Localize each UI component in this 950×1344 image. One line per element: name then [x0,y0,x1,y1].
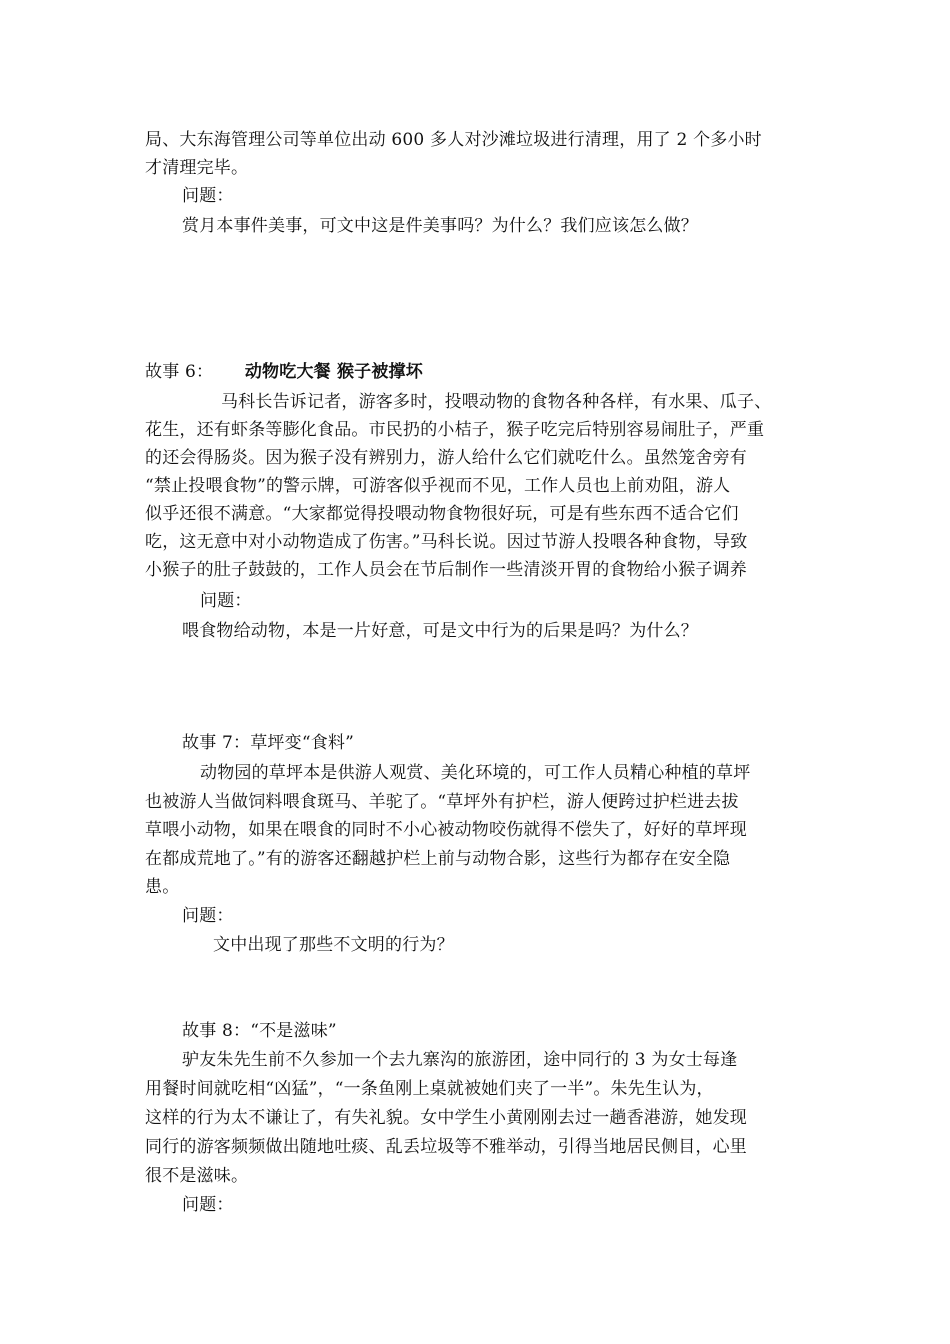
question-label: 问题： [182,186,234,206]
paragraph-line: 在都成荒地了。”有的游客还翻越护栏上前与动物合影，这些行为都存在安全隐 [145,849,731,869]
paragraph-line: “禁止投喂食物”的警示牌，可游客似乎视而不见，工作人员也上前劝阻，游人 [145,476,731,496]
paragraph-line: 吃，这无意中对小动物造成了伤害。”马科长说。因过节游人投喂各种食物，导致 [145,532,748,552]
paragraph-line: 的还会得肠炎。因为猴子没有辨别力，游人给什么它们就吃什么。虽然笼舍旁有 [145,448,747,468]
question-label: 问题： [182,1195,234,1215]
paragraph-line: 很不是滋味。 [145,1166,249,1186]
paragraph-line: 患。 [145,877,180,897]
paragraph-line: 也被游人当做饲料喂食斑马、羊驼了。“草坪外有护栏，游人便跨过护栏进去拔 [145,792,739,812]
paragraph-line: 马科长告诉记者，游客多时，投喂动物的食物各种各样，有水果、瓜子、 [221,392,772,412]
question-label: 问题： [182,906,234,926]
paragraph-line: 这样的行为太不谦让了，有失礼貌。女中学生小黄刚刚去过一趟香港游，她发现 [145,1108,747,1128]
story-heading [145,362,423,382]
story-label: 故事 6： [145,362,214,382]
paragraph-line: 花生，还有虾条等膨化食品。市民扔的小桔子，猴子吃完后特别容易闹肚子，严重 [145,420,765,440]
paragraph-line: 似乎还很不满意。“大家都觉得投喂动物食物很好玩，可是有些东西不适合它们 [145,504,739,524]
paragraph-line: 动物园的草坪本是供游人观赏、美化环境的，可工作人员精心种植的草坪 [200,763,751,783]
paragraph-line: 用餐时间就吃相“凶猛”，“一条鱼刚上桌就被她们夹了一半”。朱先生认为， [145,1079,714,1099]
question-text: 喂食物给动物，本是一片好意，可是文中行为的后果是吗？为什么？ [182,621,698,641]
story-heading: 故事 7：草坪变“食料” [182,733,355,753]
paragraph-line: 小猴子的肚子鼓鼓的，工作人员会在节后制作一些清淡开胃的食物给小猴子调养 [145,560,747,580]
question-text: 赏月本事件美事，可文中这是件美事吗？为什么？我们应该怎么做？ [182,216,698,236]
paragraph-line: 才清理完毕。 [145,158,249,178]
story-title: 动物吃大餐 猴子被撑坏 [244,362,423,382]
question-label: 问题： [200,591,252,611]
paragraph-line: 局、大东海管理公司等单位出动 600 多人对沙滩垃圾进行清理，用了 2 个多小时 [145,130,762,150]
paragraph-line: 草喂小动物，如果在喂食的同时不小心被动物咬伤就得不偿失了，好好的草坪现 [145,820,747,840]
paragraph-line: 驴友朱先生前不久参加一个去九寨沟的旅游团，途中同行的 3 为女士每逢 [182,1050,738,1070]
paragraph-line: 同行的游客频频做出随地吐痰、乱丢垃圾等不雅举动，引得当地居民侧目，心里 [145,1137,747,1157]
question-text: 文中出现了那些不文明的行为？ [213,935,454,955]
story-heading: 故事 8：“不是滋味” [182,1021,337,1041]
